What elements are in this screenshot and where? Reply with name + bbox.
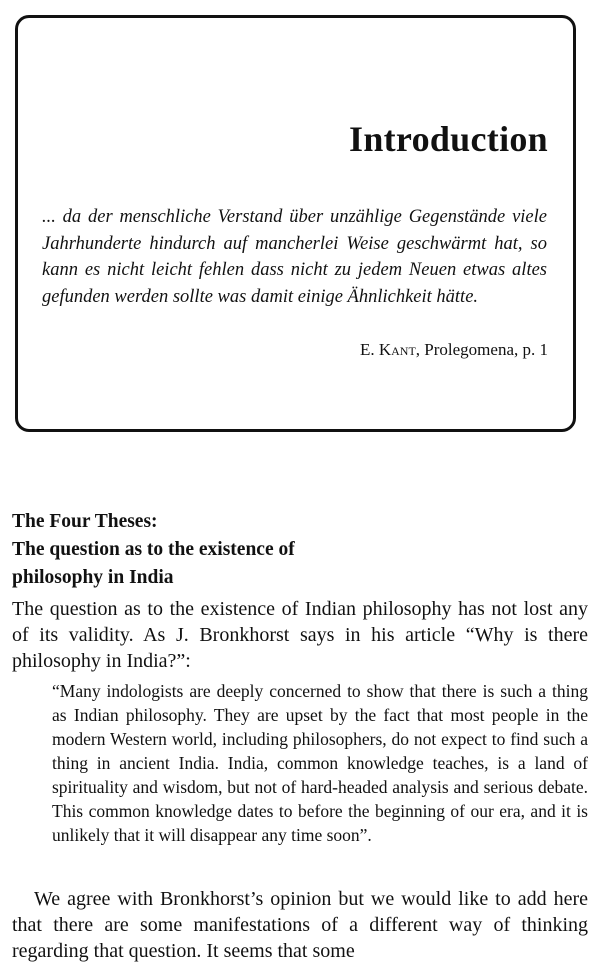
section-heading-line: The Four Theses: [12,511,158,532]
section-heading [12,508,432,592]
section-heading-line: The question as to the existence of [12,539,295,560]
attribution-author: E. Kant [359,340,416,359]
block-quote: “Many indologists are deeply concerned to show that there is such a thing as Indian philosophy. They are upset by the fact that most people in the modern Western world, including philosophers, do not expect to find such a thing in ancient India. India, common knowledge teaches, is a land of spirituality and wisdom, but not of hard-headed analysis and serious debate. This common knowledge dates to before the beginning of our era, and it is unlikely that it will disappear any time soon”. [52,681,588,845]
section-heading-line: philosophy in India [12,567,174,588]
body-paragraph: The question as to the existence of Indian philosophy has not lost any of its validity. As J. Bronkhorst says in his article “Why is there philosophy in India?”: [12,598,588,672]
epigraph-quote: ... da der menschliche Verstand über unzählige Gegenstände viele Jahrhunderte hindurch auf mancherlei Weise geschwärmt hat, so kann es nicht leicht fehlen dass nicht zu jedem Neuen etwas altes gefunden werden sollte was damit einige Ähnlichkeit hätte. [42,207,547,307]
body-paragraph: We agree with Bronkhorst’s opinion but we would like to add here that there are some manifestations of a different way of thinking regarding that question. It seems that some [12,888,588,962]
epigraph-attribution [360,340,548,360]
attribution-source: , Prolegomena, p. 1 [415,340,548,359]
chapter-title: Introduction [349,119,548,159]
chapter-header-box [15,15,576,432]
